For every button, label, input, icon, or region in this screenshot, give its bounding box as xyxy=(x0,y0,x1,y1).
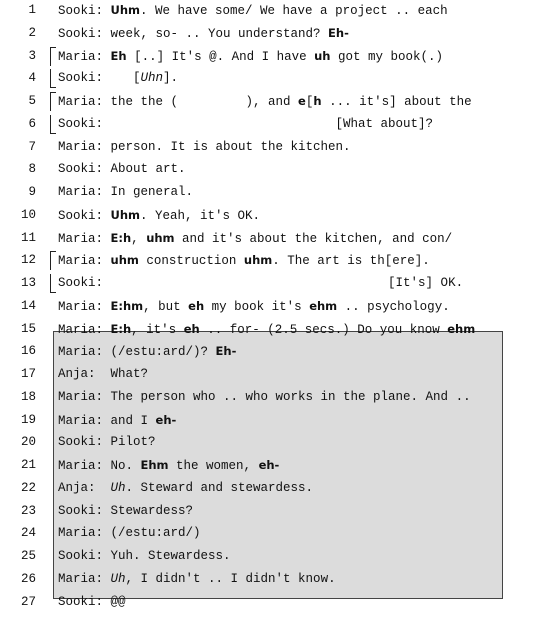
utterance xyxy=(58,228,452,249)
utterance xyxy=(58,432,156,452)
transcript-line xyxy=(0,319,538,339)
transcript-line xyxy=(0,0,538,20)
filler-bold: e xyxy=(298,94,306,108)
filler-bold: E:h xyxy=(110,321,132,336)
filler-bold: eh xyxy=(183,321,200,336)
utterance-text: Sooki: xyxy=(58,208,111,223)
line-number: 9 xyxy=(28,185,36,199)
utterance-text: Sooki: @@ xyxy=(58,594,126,609)
utterance-text: my book it's xyxy=(204,299,310,314)
line-number: 10 xyxy=(20,207,36,222)
utterance xyxy=(58,205,260,226)
utterance-text: Maria: In general. xyxy=(58,185,194,199)
utterance xyxy=(58,455,279,476)
transcript-line xyxy=(0,159,538,179)
line-number: 17 xyxy=(20,367,36,381)
line-number: 16 xyxy=(20,344,36,359)
utterance-text: .. psychology. xyxy=(337,299,450,314)
line-number: 13 xyxy=(20,276,36,290)
utterance-text: Sooki: About art. xyxy=(58,162,186,177)
filler-bold: Uhm xyxy=(110,3,141,17)
utterance-text: the women, xyxy=(168,459,259,473)
line-number: 18 xyxy=(20,389,36,404)
filler-bold: uhm xyxy=(146,230,175,245)
utterance-text: Maria: xyxy=(58,254,111,269)
utterance xyxy=(58,546,231,566)
utterance xyxy=(58,478,313,498)
line-number: 1 xyxy=(28,3,36,17)
line-number: 26 xyxy=(20,571,36,586)
utterance-text: got my book(.) xyxy=(330,49,443,64)
transcript-line xyxy=(0,205,538,225)
overlap-bracket xyxy=(50,274,56,293)
transcript-line xyxy=(0,364,538,384)
filler-bold: h xyxy=(313,94,322,108)
line-number: 6 xyxy=(28,116,36,131)
utterance-text: Sooki: [What about]? xyxy=(58,116,434,131)
utterance-text: Maria: No. xyxy=(58,459,141,473)
utterance xyxy=(58,569,336,589)
utterance-text: [ xyxy=(305,95,314,109)
transcript-line xyxy=(0,455,538,475)
transcript-line xyxy=(0,341,538,361)
utterance-text: Sooki: xyxy=(58,4,111,18)
utterance-text: Maria: xyxy=(58,571,111,586)
filler-bold: Ehm xyxy=(140,458,169,472)
utterance xyxy=(58,592,126,612)
filler-bold: Uhm xyxy=(110,207,141,222)
utterance xyxy=(58,91,472,112)
transcript-line xyxy=(0,546,538,566)
line-number: 12 xyxy=(20,253,36,268)
transcript-line xyxy=(0,478,538,498)
transcript-line xyxy=(0,23,538,43)
utterance-text: Sooki: week, so- .. You understand? xyxy=(58,26,329,41)
utterance-text: Sooki: [ xyxy=(58,71,141,86)
transcript-line xyxy=(0,228,538,248)
utterance-text: Maria: person. It is about the kitchen. xyxy=(58,139,351,154)
filler-bold: Eh- xyxy=(328,25,349,40)
filler-bold: E:h xyxy=(110,230,132,245)
transcript-line xyxy=(0,387,538,407)
line-number: 4 xyxy=(28,71,36,86)
utterance-text: Anja: What? xyxy=(58,367,149,381)
filler-bold: ehm xyxy=(447,321,476,336)
utterance-text: Maria: xyxy=(58,299,111,314)
utterance-text: Maria: (/estu:ard/) xyxy=(58,526,201,541)
filler-bold: ehm xyxy=(309,298,338,313)
utterance-text: Maria: xyxy=(58,322,111,337)
utterance-text: ]. xyxy=(163,71,179,86)
transcript-line xyxy=(0,114,538,134)
utterance-text: , but xyxy=(143,299,189,314)
line-number: 5 xyxy=(28,94,36,108)
utterance xyxy=(58,341,236,362)
transcript-line xyxy=(0,592,538,612)
line-number: 25 xyxy=(20,549,36,563)
utterance xyxy=(58,159,186,179)
utterance xyxy=(58,319,475,340)
utterance xyxy=(58,387,471,407)
utterance xyxy=(58,410,176,431)
utterance-text: . We have some/ We have a project .. each xyxy=(140,4,448,18)
utterance-text: Maria: the the ( ), and xyxy=(58,95,299,109)
line-number: 21 xyxy=(20,458,36,472)
utterance xyxy=(58,523,201,543)
utterance xyxy=(58,0,448,21)
utterance xyxy=(58,364,148,384)
utterance-text: , I didn't .. I didn't know. xyxy=(125,571,336,586)
filler-bold: Eh- xyxy=(215,344,237,359)
filler-bold: uhm xyxy=(243,253,273,268)
utterance xyxy=(58,23,349,44)
italic-token: Uh xyxy=(110,571,126,586)
utterance-text: Maria: xyxy=(58,49,111,64)
utterance xyxy=(58,182,193,202)
filler-bold: uhm xyxy=(110,253,139,268)
transcript-line xyxy=(0,46,538,66)
italic-token: Uh xyxy=(110,480,126,495)
transcript-line xyxy=(0,296,538,316)
overlap-bracket xyxy=(50,47,56,66)
filler-bold: Eh xyxy=(110,48,127,63)
transcript-line xyxy=(0,137,538,157)
line-number: 19 xyxy=(20,412,36,427)
utterance-text: . The art is th[ere]. xyxy=(272,254,430,269)
line-number: 2 xyxy=(28,25,36,40)
utterance xyxy=(58,296,450,317)
line-number: 23 xyxy=(20,503,36,518)
transcript-line xyxy=(0,523,538,543)
utterance-text: Maria: xyxy=(58,231,111,246)
line-number: 8 xyxy=(28,162,36,177)
utterance xyxy=(58,46,443,67)
line-number: 3 xyxy=(28,48,36,63)
transcript-line xyxy=(0,68,538,88)
utterance-text: ... it's] about the xyxy=(321,95,472,109)
filler-bold: eh- xyxy=(258,458,280,472)
overlap-bracket xyxy=(50,92,56,111)
transcript-line xyxy=(0,250,538,270)
utterance-text: construction xyxy=(138,254,244,269)
utterance-text: Sooki: Stewardess? xyxy=(58,503,194,518)
line-number: 20 xyxy=(20,435,36,450)
utterance-text: . Yeah, it's OK. xyxy=(140,208,261,223)
utterance-text: Sooki: [It's] OK. xyxy=(58,276,464,290)
utterance-text: Maria: (/estu:ard/)? xyxy=(58,345,216,360)
line-number: 15 xyxy=(20,321,36,336)
utterance-text: . Steward and stewardess. xyxy=(125,480,314,495)
line-number: 7 xyxy=(28,139,36,154)
utterance-text: and it's about the kitchen, and con/ xyxy=(174,231,453,246)
line-number: 14 xyxy=(20,298,36,313)
filler-bold: uh xyxy=(314,48,331,63)
overlap-bracket xyxy=(50,251,56,270)
utterance-text: , xyxy=(131,231,147,246)
line-number: 11 xyxy=(20,230,36,245)
filler-bold: eh xyxy=(188,298,205,313)
utterance xyxy=(58,114,433,134)
transcript-line xyxy=(0,273,538,293)
utterance-text: Sooki: Pilot? xyxy=(58,435,156,450)
overlap-bracket xyxy=(50,115,56,134)
transcript-line xyxy=(0,432,538,452)
transcript-line xyxy=(0,410,538,430)
transcript-line xyxy=(0,569,538,589)
line-number: 22 xyxy=(20,480,36,495)
filler-bold: E:hm xyxy=(110,298,144,313)
utterance xyxy=(58,68,178,88)
line-number: 27 xyxy=(20,594,36,609)
utterance xyxy=(58,273,463,293)
utterance xyxy=(58,250,430,271)
utterance-text: [..] It's @. And I have xyxy=(126,49,315,64)
italic-token: Uhn xyxy=(140,71,164,86)
utterance-text: Sooki: Yuh. Stewardess. xyxy=(58,549,231,563)
utterance-text: .. for- (2.5 secs.) Do you know xyxy=(199,322,448,337)
utterance xyxy=(58,501,193,521)
utterance-text: Maria: The person who .. who works in the plane. And .. xyxy=(58,389,471,404)
transcript-line xyxy=(0,501,538,521)
transcript-line xyxy=(0,91,538,111)
line-number: 24 xyxy=(20,526,36,541)
utterance-text: Anja: xyxy=(58,480,111,495)
utterance-text: Maria: and I xyxy=(58,413,156,428)
filler-bold: eh- xyxy=(155,412,177,427)
utterance xyxy=(58,137,351,157)
utterance-text: , it's xyxy=(131,322,184,337)
transcript-line xyxy=(0,182,538,202)
overlap-bracket xyxy=(50,69,56,88)
